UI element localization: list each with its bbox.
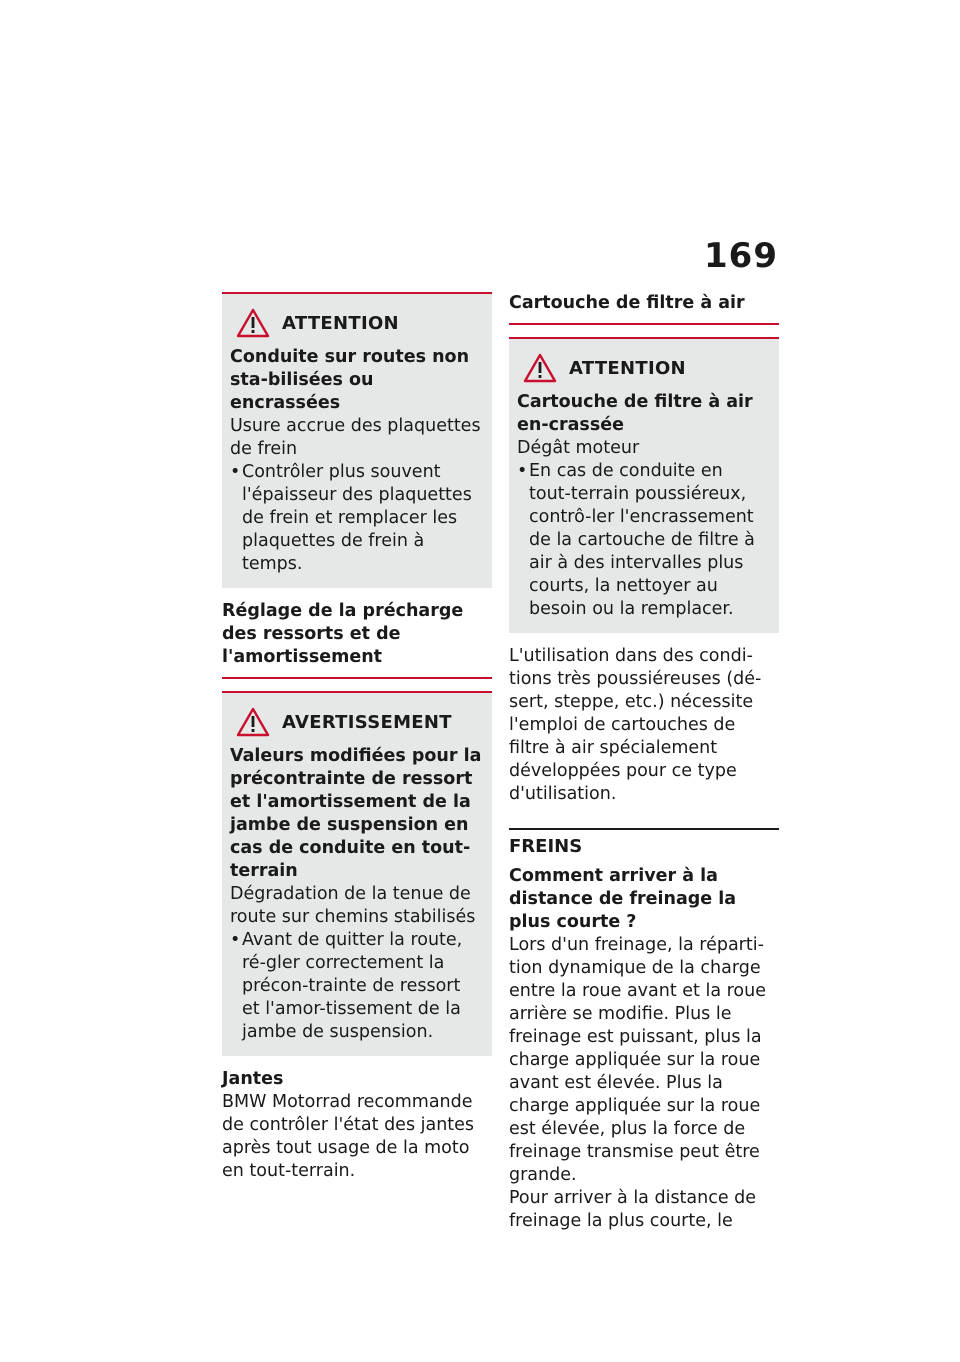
box-text: Dégradation de la tenue de route sur chemins stabilisés — [230, 884, 476, 927]
bullet-list — [230, 929, 482, 1044]
page-number: 169 — [704, 236, 778, 276]
section-title: FREINS — [509, 836, 583, 857]
section-freins — [509, 828, 779, 1233]
box-title: ATTENTION — [282, 312, 399, 334]
list-item: • Avant de quitter la route, ré-gler correctement la précon-trainte de ressort et l'amor-tissement de la jambe de suspension. — [230, 929, 482, 1044]
box-title: AVERTISSEMENT — [282, 711, 452, 733]
bullet-list — [517, 460, 769, 621]
list-item: • Contrôler plus souvent l'épaisseur des plaquettes de frein et remplacer les plaquettes de frein à temps. — [230, 461, 482, 576]
warning-triangle-icon — [523, 353, 557, 383]
attention-box-air-filter — [509, 337, 779, 633]
box-header — [517, 353, 769, 383]
box-text: Dégât moteur — [517, 438, 640, 458]
box-subtitle: Conduite sur routes non sta-bilisées ou encrassées — [230, 347, 470, 413]
list-item: • En cas de conduite en tout-terrain poussiéreux, contrô-ler l'encrassement de la cartouche de filtre à air à des intervalles plus courts, la nettoyer au besoin ou la remplacer. — [517, 460, 769, 621]
paragraph-air-filter: L'utilisation dans des condi-tions très poussiéreuses (dé-sert, steppe, etc.) nécessite l'emploi de cartouches de filtre à air spécialement développées pour ce type d'utilisation. — [509, 646, 762, 804]
box-header — [230, 707, 482, 737]
section-heading-braking-distance: Comment arriver à la distance de freinage la plus courte ? — [509, 866, 737, 932]
paragraph-rims: BMW Motorrad recommande de contrôler l'état des jantes après tout usage de la moto en tout-terrain. — [222, 1092, 475, 1181]
box-subtitle: Cartouche de filtre à air en-crassée — [517, 392, 753, 435]
warning-box-suspension — [222, 691, 492, 1056]
bullet-list — [230, 461, 482, 576]
box-header — [230, 308, 482, 338]
warning-triangle-icon — [236, 707, 270, 737]
section-heading-rims: Jantes — [222, 1069, 284, 1089]
right-column — [509, 292, 779, 1233]
box-text: Usure accrue des plaquettes de frein — [230, 416, 481, 459]
attention-box-brake-pads — [222, 292, 492, 588]
warning-triangle-icon — [236, 308, 270, 338]
paragraph-braking: Lors d'un freinage, la réparti-tion dynamique de la charge entre la roue avant et la roue arrière se modifie. Plus le freinage est puissant, plus la charge appliquée sur la roue avant est élevée. Plus la charge appliquée sur la roue est élevée, plus la force de freinage transmise peut être grande. — [509, 935, 766, 1185]
box-title: ATTENTION — [569, 357, 686, 379]
section-heading-preload: Réglage de la précharge des ressorts et de l'amortissement — [222, 600, 492, 679]
box-subtitle: Valeurs modifiées pour la précontrainte de ressort et l'amortissement de la jambe de suspension en cas de conduite en tout-terrain — [230, 746, 482, 881]
section-heading-air-filter: Cartouche de filtre à air — [509, 292, 779, 325]
paragraph-braking-continued: Pour arriver à la distance de freinage la plus courte, le — [509, 1188, 757, 1231]
left-column — [222, 292, 492, 1183]
